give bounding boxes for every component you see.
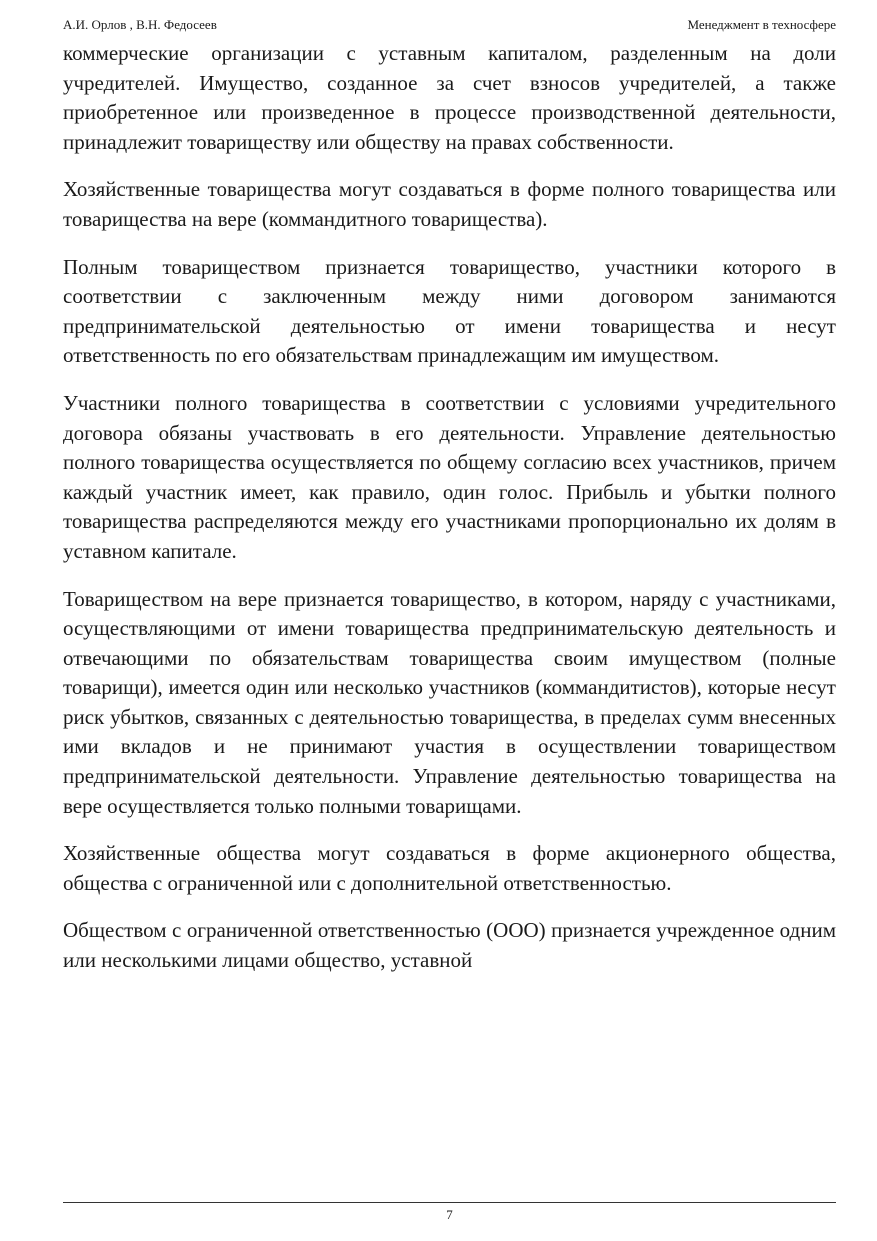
paragraph: Товариществом на вере признается товарищество, в котором, наряду с участниками, осуществляющими от имени товарищества предпринимательскую деятельность и отвечающими по обязательствам товарищества своим имуществом (полные товарищи), имеется один или несколько участников (коммандитистов), которые несут риск убытков, связанных с деятельностью товарищества, в пределах сумм внесенных ими вкладов и не принимают участия в осуществлении товариществом предпринимательской деятельности. Управление деятельностью товарищества на вере осуществляется только полными товарищами. <box>63 586 836 818</box>
footer-divider <box>63 1202 836 1203</box>
document-page <box>63 0 836 1241</box>
header-book-title: Менеджмент в техносфере <box>687 17 836 32</box>
paragraph: Участники полного товарищества в соответствии с условиями учредительного договора обязаны участвовать в его деятельности. Управление деятельностью полного товарищества осуществляется по общему согласию всех участников, причем каждый участник имеет, как правило, один голос. Прибыль и убытки полного товарищества распределяются между его участниками пропорционально их долям в уставном капитале. <box>63 390 836 563</box>
paragraph: Обществом с ограниченной ответственностью (ООО) признается учрежденное одним или несколькими лицами общество, уставной <box>63 918 836 973</box>
running-header <box>63 17 836 35</box>
paragraph: коммерческие организации с уставным капиталом, разделенным на доли учредителей. Имущество, созданное за счет взносов учредителей, а также приобретенное или произведенное в процессе производственной деятельности, принадлежит товариществу или обществу на правах собственности. <box>63 41 836 154</box>
page-number: 7 <box>446 1207 453 1222</box>
paragraph: Хозяйственные товарищества могут создаваться в форме полного товарищества или товарищества на вере (коммандитного товарищества). <box>63 177 836 231</box>
body-text <box>63 39 836 1199</box>
header-authors: А.И. Орлов , В.Н. Федосеев <box>63 17 217 32</box>
paragraph: Полным товариществом признается товарищество, участники которого в соответствии с заключенным между ними договором занимаются предпринимательской деятельностью от имени товарищества и несут ответственность по его обязательствам принадлежащим им имуществом. <box>63 254 836 368</box>
paragraph: Хозяйственные общества могут создаваться в форме акционерного общества, общества с ограниченной или с дополнительной ответственностью. <box>63 841 836 895</box>
